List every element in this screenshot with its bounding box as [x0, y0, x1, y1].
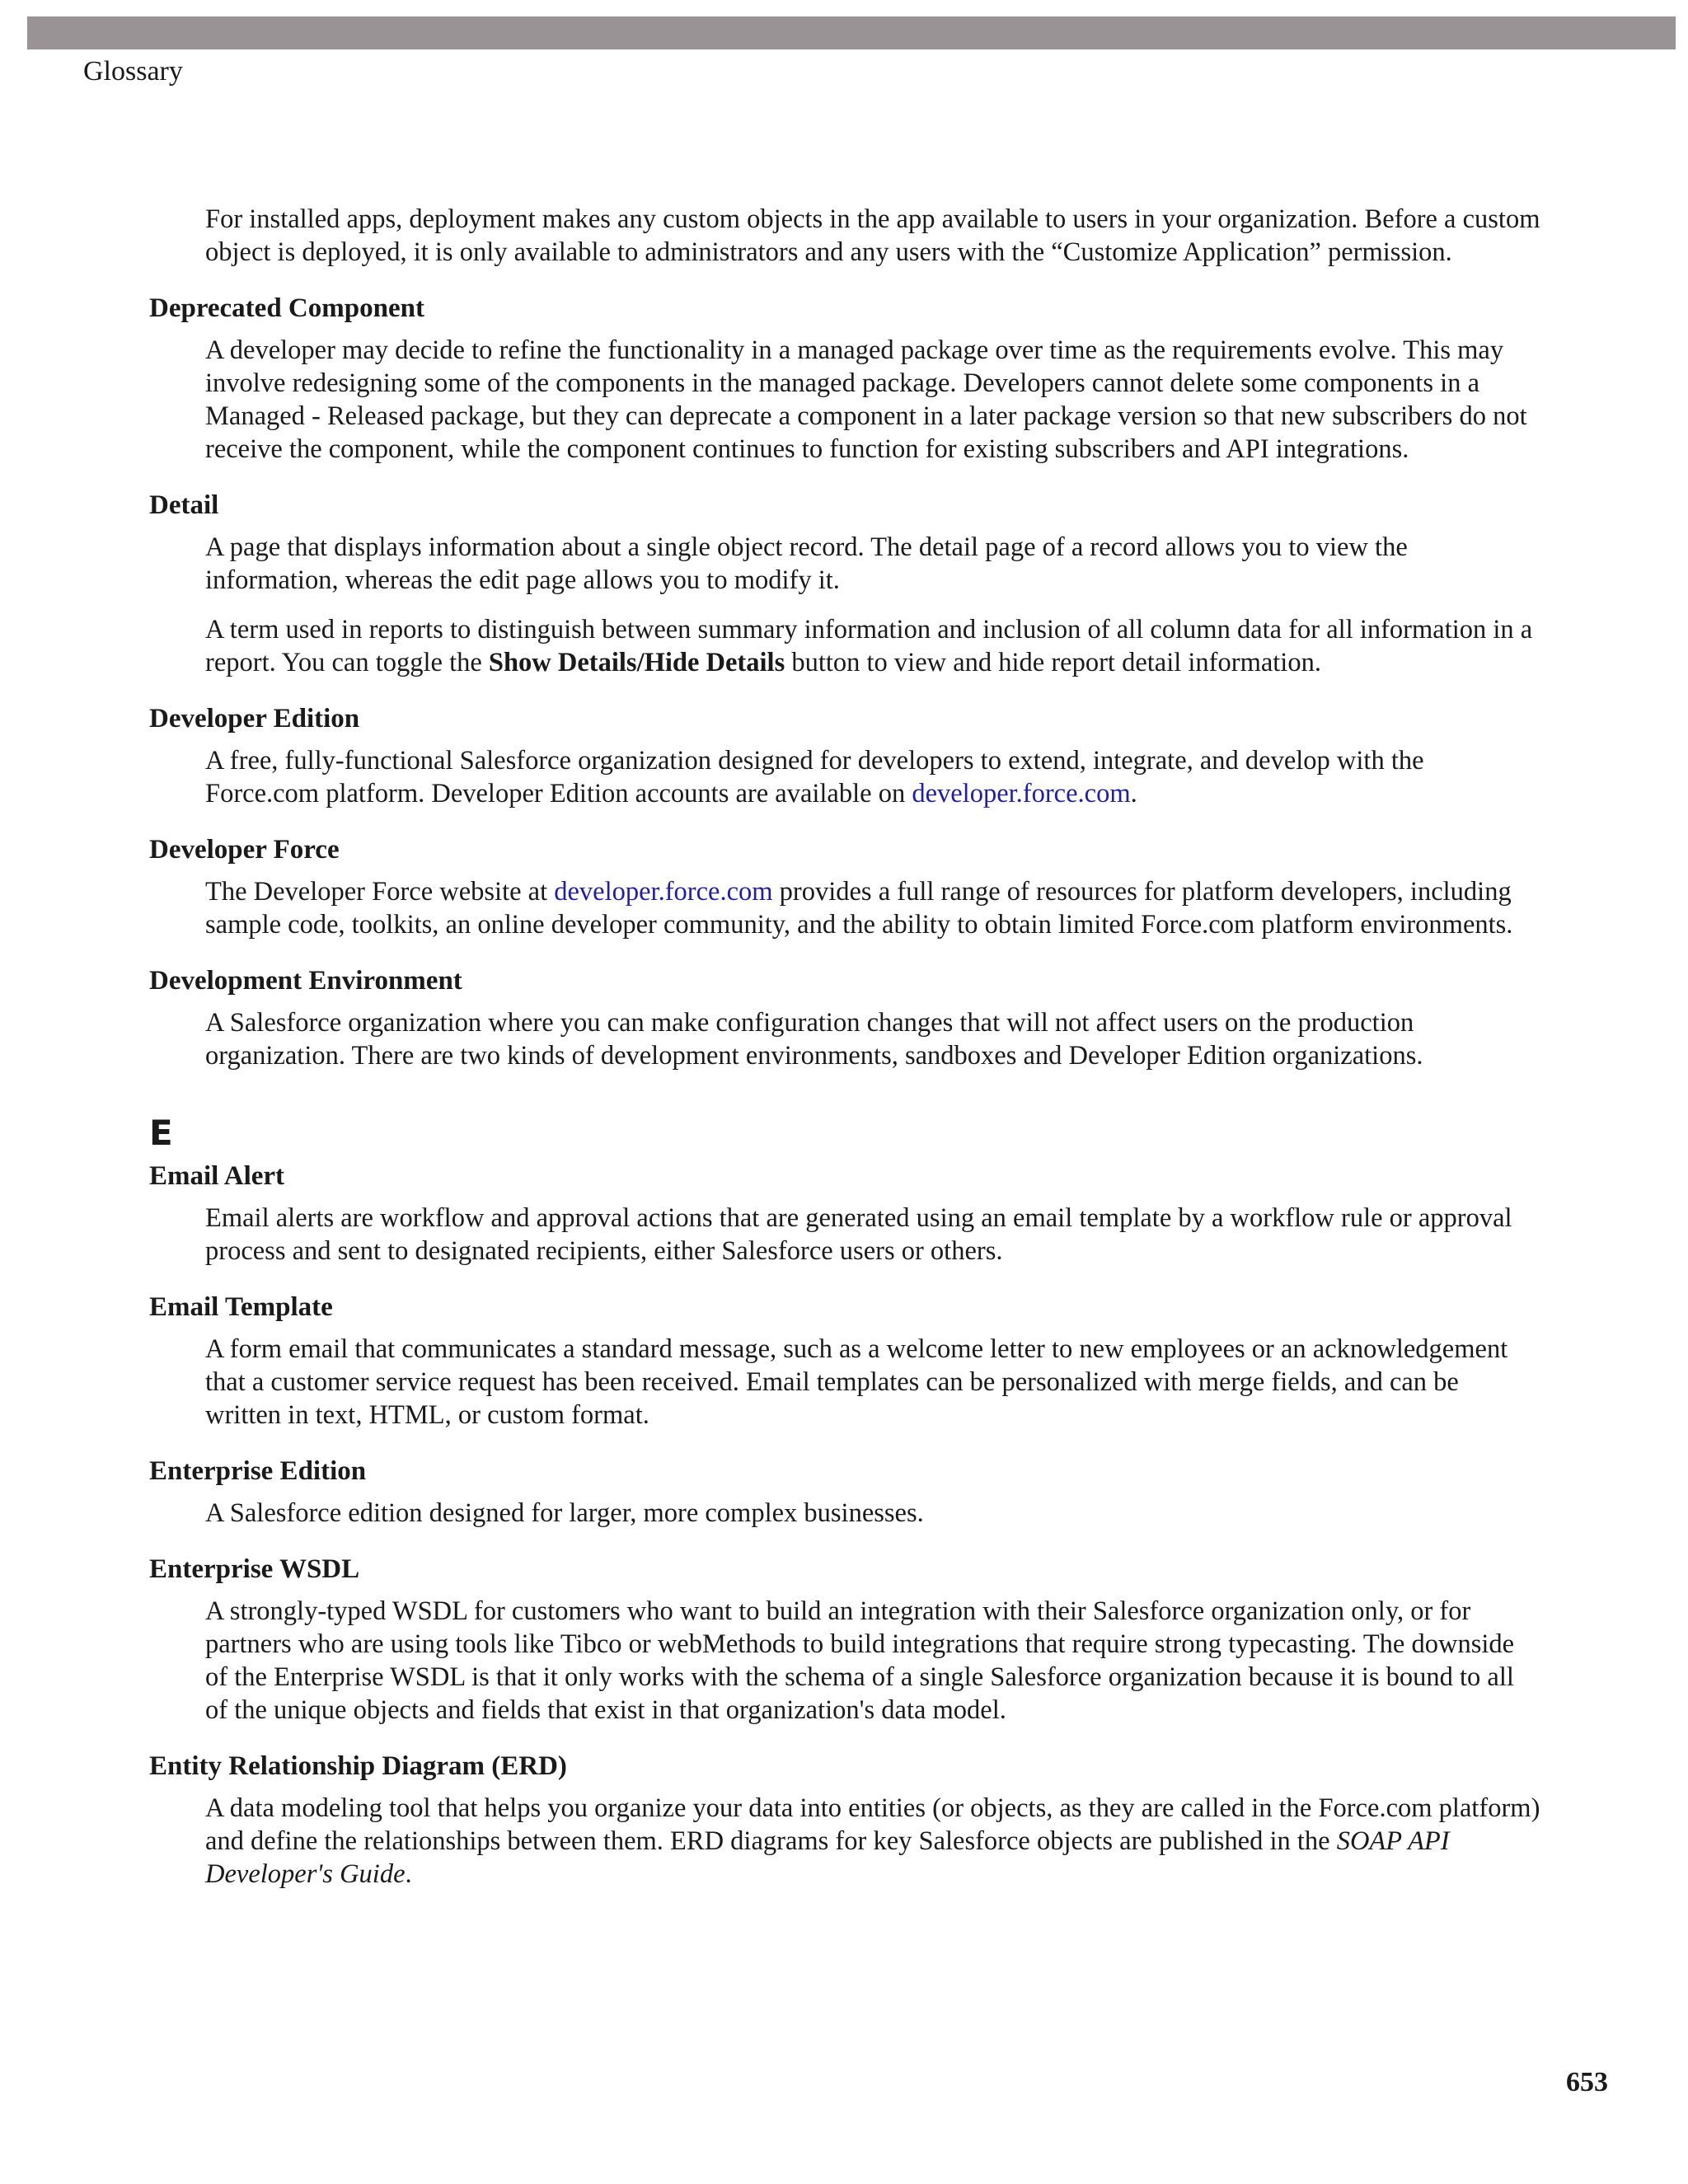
definition-deprecated-component: A developer may decide to refine the functionality in a managed package over time as the requirements evolve. This may involve redesigning some of the components in the managed package. Developers cannot delete some components in a Managed - Released package, but they can deprecate a component in a later package version so that new subscribers do not receive the component, while the component continues to function for existing subscribers and API integrations. — [205, 335, 1527, 464]
term-development-environment: Development Environment — [149, 966, 462, 996]
term-email-alert: Email Alert — [149, 1161, 285, 1191]
definition-developer-edition — [205, 744, 1540, 810]
definition-email-template: A form email that communicates a standard message, such as a welcome letter to new employees or an acknowledgement that a customer service request has been received. Email templates can be personalized with merge fields, and can be written in text, HTML, or custom format. — [205, 1334, 1508, 1430]
term-developer-edition: Developer Edition — [149, 704, 360, 733]
soap-api-guide-title: SOAP API Developer's Guide — [205, 1826, 1450, 1889]
definition-detail-2 — [205, 613, 1540, 679]
definition-detail-2-end: button to view and hide report detail information. — [785, 648, 1321, 677]
definition-enterprise-wsdl: A strongly-typed WSDL for customers who want to build an integration with their Salesforce organization only, or for partners who are using tools like Tibco or webMethods to build integrations that require strong typecasting. The downside of the Enterprise WSDL is that it only works with the schema of a single Salesforce organization because it is bound to all of the unique objects and fields that exist in that organization's data model. — [205, 1596, 1515, 1725]
definition-erd — [205, 1792, 1540, 1891]
developer-force-link[interactable]: developer.force.com — [912, 779, 1131, 808]
definition-developer-force-start: The Developer Force website at — [205, 877, 555, 907]
term-erd: Entity Relationship Diagram (ERD) — [149, 1751, 567, 1781]
definition-developer-edition-start: A free, fully-functional Salesforce organization designed for developers to extend, integrate, and develop with the Force.com platform. Developer Edition accounts are available on — [205, 746, 1424, 808]
definition-erd-start: A data modeling tool that helps you organize your data into entities (or objects, as they are called in the Force.com platform) and define the relationships between them. ERD diagrams for key Salesforce objects are published in the — [205, 1793, 1540, 1856]
term-deprecated-component: Deprecated Component — [149, 293, 424, 323]
glossary-content — [149, 203, 1542, 1891]
section-heading-e: E — [149, 1113, 173, 1153]
page-number: 653 — [1566, 2067, 1608, 2097]
term-email-template: Email Template — [149, 1292, 333, 1322]
term-enterprise-edition: Enterprise Edition — [149, 1456, 367, 1486]
intro-definition: For installed apps, deployment makes any custom objects in the app available to users in your organization. Before a custom object is deployed, it is only available to administrators and any users with the “Customize Application” permission. — [205, 204, 1540, 267]
definition-enterprise-edition: A Salesforce edition designed for larger, more complex businesses. — [205, 1498, 924, 1528]
definition-detail-2-start: A term used in reports to distinguish between summary information and inclusion of all column data for all information in a report. You can toggle the — [205, 615, 1533, 677]
term-developer-force: Developer Force — [149, 835, 340, 865]
definition-development-environment: A Salesforce organization where you can make configuration changes that will not affect users on the production organization. There are two kinds of development environments, sandboxes and Developer Edition organizations. — [205, 1008, 1423, 1071]
definition-developer-edition-end: . — [1130, 779, 1137, 808]
term-detail: Detail — [149, 490, 219, 520]
developer-force-website-link[interactable]: developer.force.com — [554, 877, 773, 907]
definition-email-alert: Email alerts are workflow and approval actions that are generated using an email template by a workflow rule or approval process and sent to designated recipients, either Salesforce users or others. — [205, 1203, 1512, 1266]
term-enterprise-wsdl: Enterprise WSDL — [149, 1554, 360, 1584]
definition-developer-force-end: provides a full range of resources for platform developers, including sample code, toolkits, an online developer community, and the ability to obtain limited Force.com platform environments. — [205, 877, 1513, 940]
definition-developer-force — [205, 875, 1540, 941]
running-header: Glossary — [83, 56, 183, 87]
definition-erd-end: . — [405, 1859, 412, 1889]
show-hide-details-label: Show Details/Hide Details — [488, 648, 785, 677]
definition-detail-1: A page that displays information about a single object record. The detail page of a record allows you to view the information, whereas the edit page allows you to modify it. — [205, 532, 1408, 595]
header-bar — [27, 16, 1676, 49]
